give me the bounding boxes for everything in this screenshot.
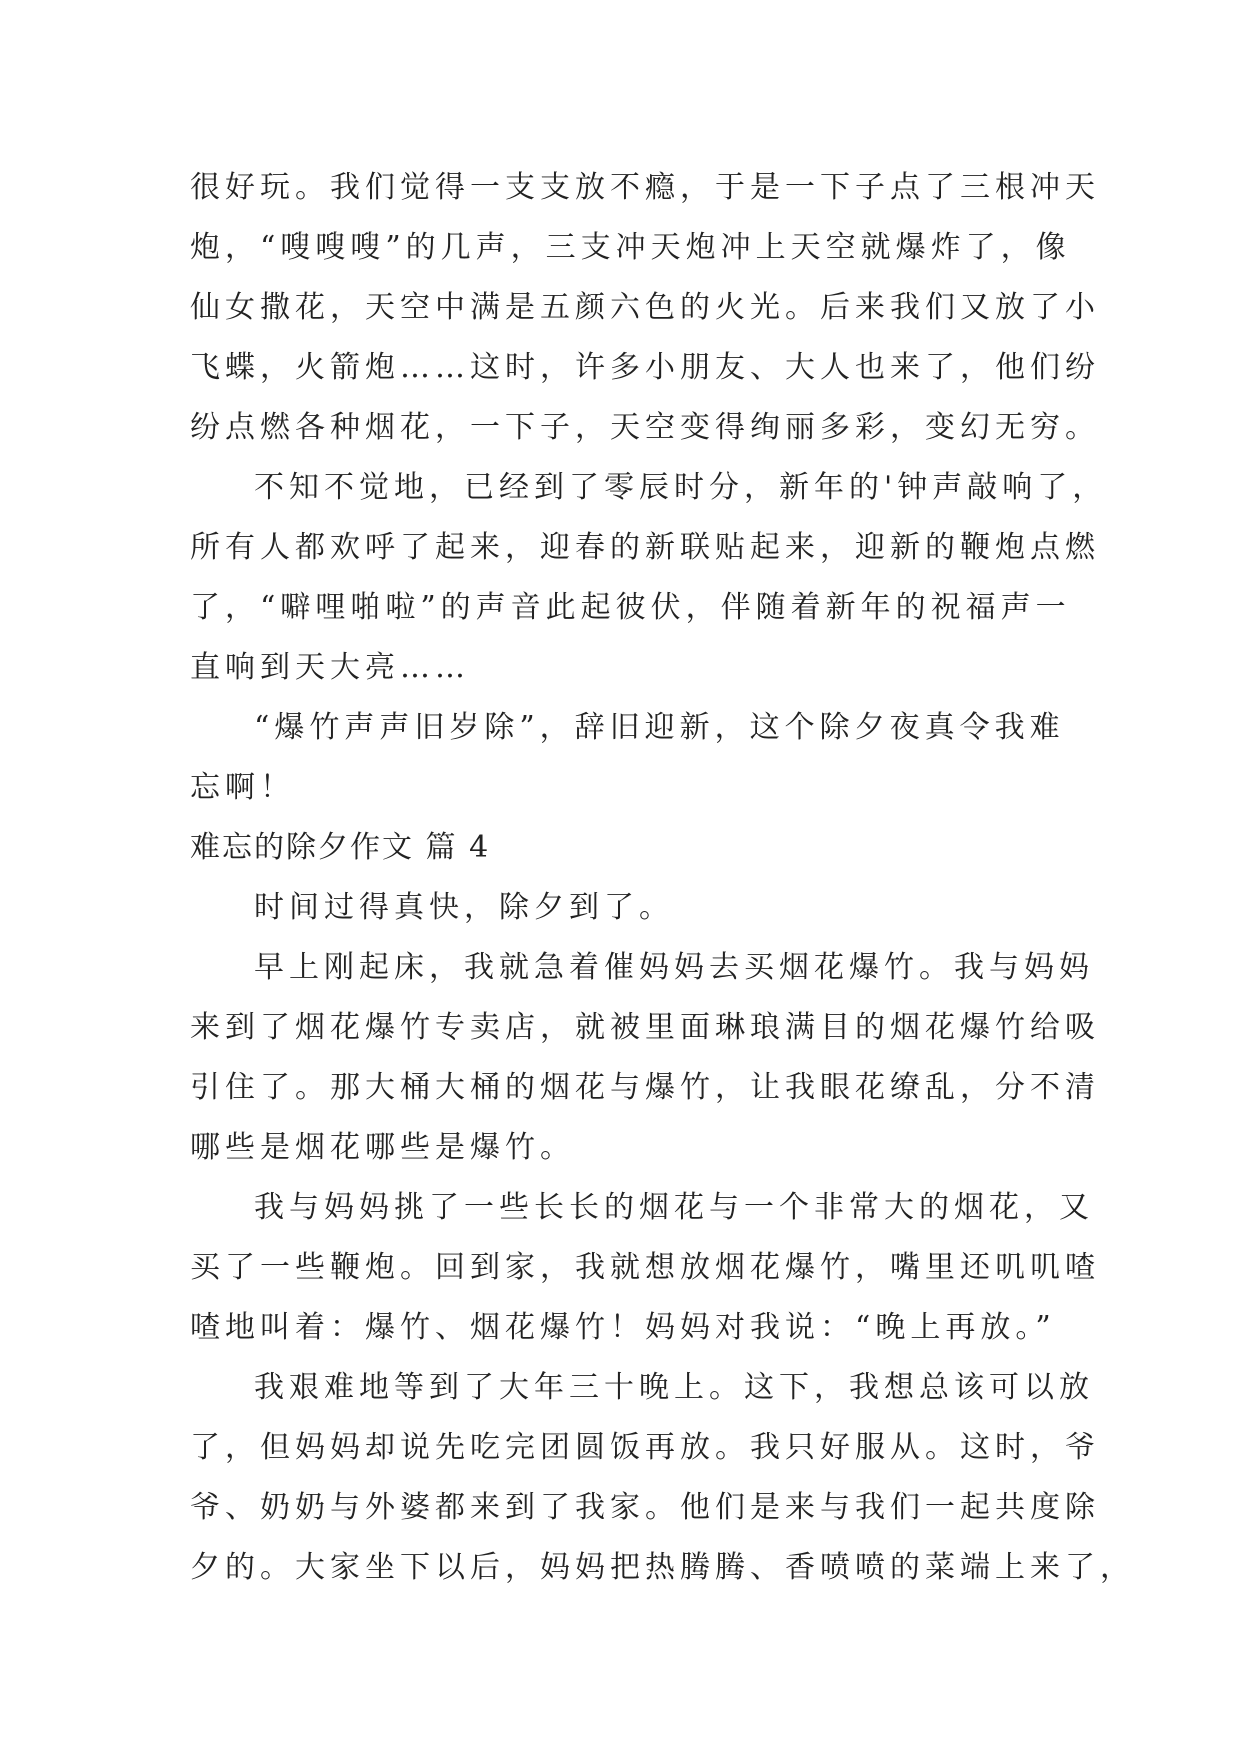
text-line: 时间过得真快，除夕到了。 <box>254 890 674 925</box>
text-line: 来到了烟花爆竹专卖店，就被里面琳琅满目的烟花爆竹给吸 <box>190 1010 1100 1045</box>
text-line: 了，“噼哩啪啦”的声音此起彼伏，伴随着新年的祝福声一 <box>190 590 1071 625</box>
paragraph <box>190 938 1100 1178</box>
text-line: 买了一些鞭炮。回到家，我就想放烟花爆竹，嘴里还叽叽喳 <box>190 1250 1100 1285</box>
text-line: 炮，“嗖嗖嗖”的几声，三支冲天炮冲上天空就爆炸了，像 <box>190 230 1071 265</box>
paragraph <box>190 878 1070 938</box>
paragraph <box>190 1178 1100 1358</box>
text-line: 爷、奶奶与外婆都来到了我家。他们是来与我们一起共度除 <box>190 1490 1100 1525</box>
text-line: 夕的。大家坐下以后，妈妈把热腾腾、香喷喷的菜端上来了， <box>190 1550 1135 1585</box>
document-body <box>190 158 1135 1598</box>
text-line: 早上刚起床，我就急着催妈妈去买烟花爆竹。我与妈妈 <box>254 950 1094 985</box>
text-line: 仙女撒花，天空中满是五颜六色的火光。后来我们又放了小 <box>190 290 1100 325</box>
text-line: 纷点燃各种烟花，一下子，天空变得绚丽多彩，变幻无穷。 <box>190 410 1100 445</box>
paragraph <box>190 1358 1135 1598</box>
text-line: 忘啊！ <box>190 770 295 805</box>
text-line: 很好玩。我们觉得一支支放不瘾，于是一下子点了三根冲天 <box>190 170 1100 205</box>
text-line: “爆竹声声旧岁除”，辞旧迎新，这个除夕夜真令我难 <box>254 710 1065 745</box>
paragraph <box>190 158 1100 458</box>
text-line: 喳地叫着：爆竹、烟花爆竹！妈妈对我说：“晚上再放。” <box>190 1310 1056 1345</box>
text-line: 了，但妈妈却说先吃完团圆饭再放。我只好服从。这时，爷 <box>190 1430 1100 1465</box>
paragraph <box>190 698 1070 818</box>
text-line: 不知不觉地，已经到了零辰时分，新年的'钟声敲响了， <box>254 470 1108 505</box>
text-line: 我艰难地等到了大年三十晚上。这下，我想总该可以放 <box>254 1370 1094 1405</box>
text-line: 飞蝶，火箭炮……这时，许多小朋友、大人也来了，他们纷 <box>190 350 1100 385</box>
text-line: 引住了。那大桶大桶的烟花与爆竹，让我眼花缭乱，分不清 <box>190 1070 1100 1105</box>
paragraph <box>190 458 1108 698</box>
text-line: 我与妈妈挑了一些长长的烟花与一个非常大的烟花，又 <box>254 1190 1094 1225</box>
text-line: 直响到天大亮…… <box>190 650 470 685</box>
text-line: 所有人都欢呼了起来，迎春的新联贴起来，迎新的鞭炮点燃 <box>190 530 1100 565</box>
text-line: 哪些是烟花哪些是爆竹。 <box>190 1130 575 1165</box>
section-heading: 难忘的除夕作文 篇 4 <box>190 830 491 865</box>
